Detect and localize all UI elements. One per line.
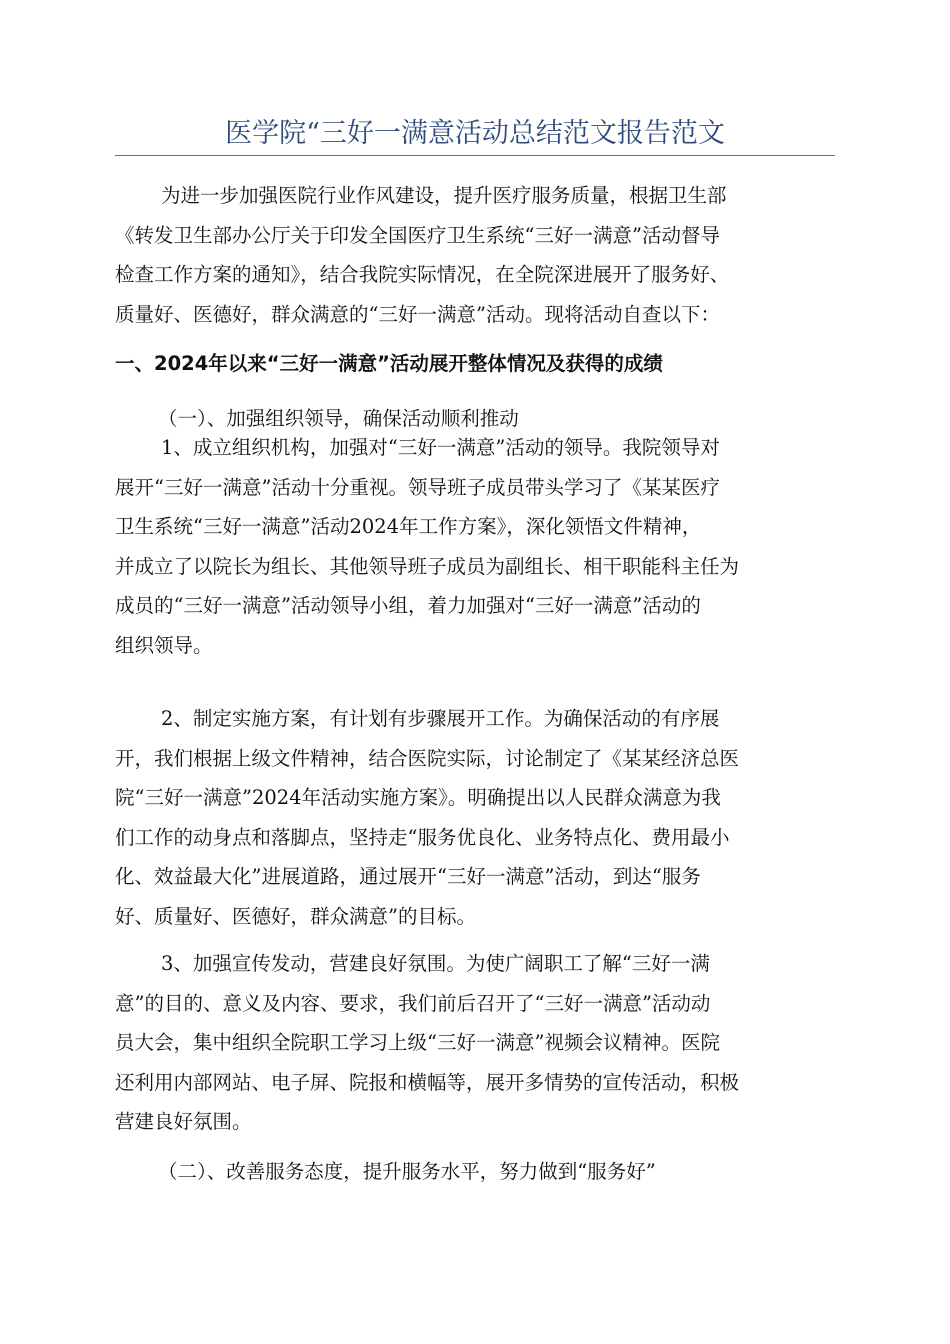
- text-line: 还利用内部网站、电子屏、院报和横幅等，展开多情势的宣传活动，积极: [115, 1070, 740, 1094]
- text-line: 组织领导。: [115, 633, 213, 657]
- document-title: 医学院“三好一满意活动总结范文报告范文: [225, 118, 725, 149]
- text-line: 卫生系统“三好一满意”活动2024年工作方案》，深化领悟文件精神，: [115, 515, 702, 538]
- text-line: 成员的“三好一满意”活动领导小组，着力加强对“三好一满意”活动的: [115, 594, 701, 617]
- text-line: 员大会，集中组织全院职工学习上级“三好一满意”视频会议精神。医院: [115, 1031, 720, 1054]
- text-line: 1、成立组织机构，加强对“三好一满意”活动的领导。我院领导对: [161, 436, 720, 459]
- text-line: 们工作的动身点和落脚点，坚持走“服务优良化、业务特点化、费用最小: [115, 825, 730, 849]
- item2-paragraph: [115, 699, 835, 936]
- text-line: 营建良好氛围。: [115, 1110, 252, 1133]
- text-line: 《转发卫生部办公厅关于印发全国医疗卫生系统“三好一满意”活动督导: [115, 223, 720, 247]
- text-line: 2、制定实施方案，有计划有步骤展开工作。为确保活动的有序展: [161, 707, 720, 730]
- text-line: 意”的目的、意义及内容、要求，我们前后召开了“三好一满意”活动动: [115, 991, 711, 1015]
- text-line: 3、加强宣传发动，营建良好氛围。为使广阔职工了解“三好一满: [161, 952, 710, 975]
- intro-paragraph: [115, 176, 835, 334]
- item1-paragraph: [115, 428, 835, 665]
- text-line: 院“三好一满意”2024年活动实施方案》。明确提出以人民群众满意为我: [115, 786, 721, 809]
- text-line: 质量好、医德好，群众满意的“三好一满意”活动。现将活动自查以下：: [115, 302, 720, 326]
- text-line: 展开“三好一满意”活动十分重视。领导班子成员带头学习了《某某医疗: [115, 475, 720, 499]
- subsection-heading: （二）、改善服务态度，提升服务水平，努力做到“服务好”: [158, 1160, 656, 1183]
- item3-paragraph: [115, 944, 835, 1142]
- text-line: 好、质量好、医德好，群众满意”的目标。: [115, 904, 476, 928]
- title-underline: [115, 155, 835, 156]
- text-line: 化、效益最大化”进展道路，通过展开“三好一满意”活动，到达“服务: [115, 865, 701, 888]
- subsection-heading: （一）、加强组织领导，确保活动顺利推动: [158, 407, 519, 430]
- text-line: 为进一步加强医院行业作风建设，提升医疗服务质量，根据卫生部: [161, 184, 727, 207]
- text-line: 并成立了以院长为组长、其他领导班子成员为副组长、相干职能科主任为: [115, 554, 740, 578]
- section-heading: 一、2024年以来“三好一满意”活动展开整体情况及获得的成绩: [115, 352, 663, 375]
- text-line: 检查工作方案的通知》，结合我院实际情况，在全院深进展开了服务好、: [115, 263, 730, 286]
- text-line: 开，我们根据上级文件精神，结合医院实际，讨论制定了《某某经济总医: [115, 746, 740, 770]
